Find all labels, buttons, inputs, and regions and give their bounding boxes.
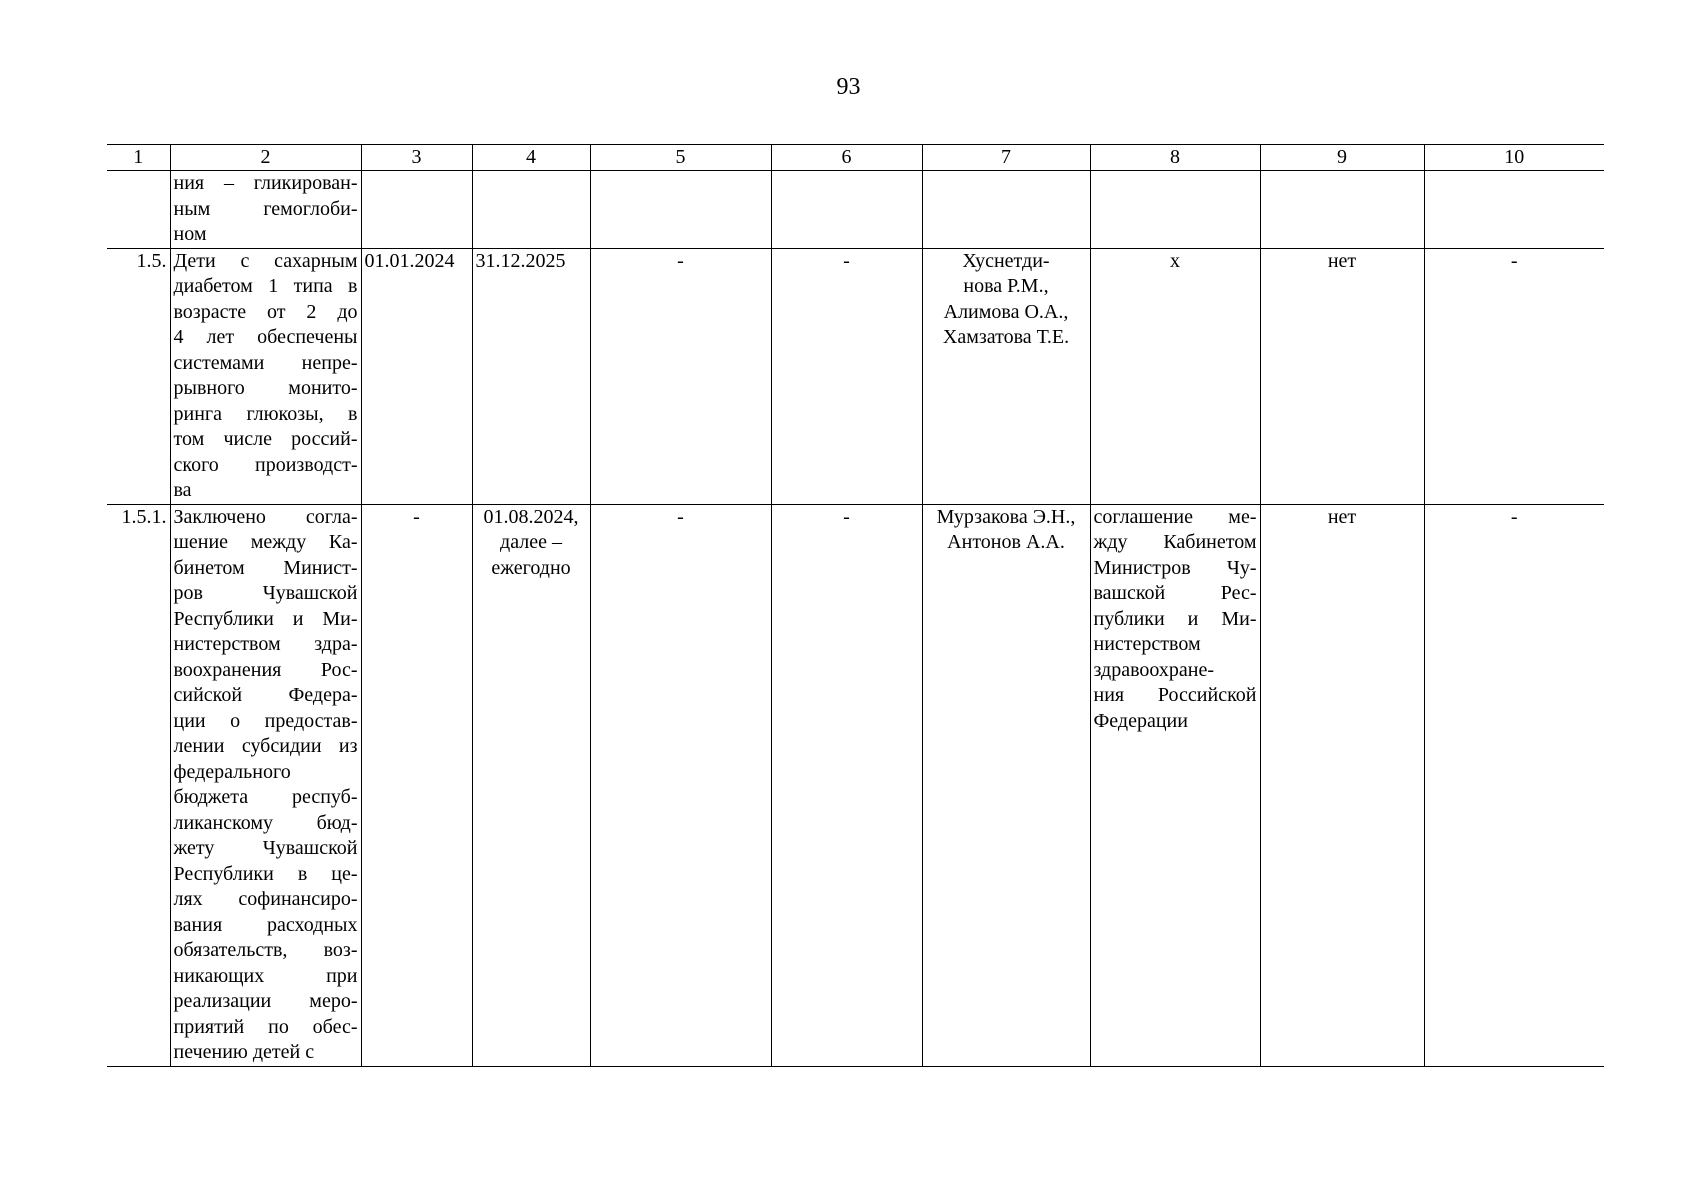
cell-line: том числе россий- [173, 428, 358, 450]
cell-line: бюджета респуб- [173, 786, 358, 808]
header-cell: 2 [170, 145, 361, 171]
cell-line: Антонов А.А. [947, 531, 1065, 553]
cell-line: ров Чувашской [173, 582, 358, 604]
cell-line: публики и Ми- [1093, 607, 1257, 630]
document-table [107, 144, 1604, 1067]
cell-line: Хуснетди- [962, 249, 1050, 272]
cell-line: ликанскому бюд- [173, 811, 358, 834]
cell-line: нистерством [1093, 633, 1201, 655]
cell-start-date [361, 171, 472, 249]
cell-line: x [1170, 249, 1180, 272]
cell-line: ным гемоглоби- [173, 197, 358, 220]
cell-start-date: - [361, 504, 472, 1066]
cell-col5: - [590, 504, 771, 1066]
cell-line: ринга глюкозы, в [173, 402, 358, 425]
cell-line: нова Р.М., [963, 275, 1049, 297]
cell-line: Хамзатова Т.Е. [942, 326, 1070, 348]
cell-line: федерального [173, 760, 291, 783]
cell-line: обязательств, воз- [173, 939, 358, 961]
cell-col9: нет [1260, 504, 1424, 1066]
cell-col9 [1260, 171, 1424, 249]
cell-col6: - [771, 248, 922, 504]
cell-end-date [472, 504, 590, 1066]
cell-line: далее – [500, 531, 562, 553]
cell-line: лях софинансиро- [173, 888, 358, 910]
cell-document [1090, 248, 1260, 504]
cell-line: 01.08.2024, [483, 505, 579, 528]
cell-end-date [472, 171, 590, 249]
cell-line: реализации меро- [173, 990, 358, 1012]
cell-line: печению детей с [173, 1041, 315, 1063]
cell-item-number: 1.5.1. [107, 504, 170, 1066]
table-row [107, 248, 1604, 504]
cell-line: здравоохране- [1093, 658, 1215, 681]
table-row [107, 171, 1604, 249]
cell-description [170, 248, 361, 504]
cell-line: Заключено согла- [173, 505, 358, 528]
cell-line: вашской Рес- [1093, 582, 1257, 604]
cell-line: Республики в це- [173, 862, 358, 885]
table-header-row [107, 145, 1604, 171]
cell-line: возрасте от 2 до [173, 300, 358, 323]
cell-col10 [1424, 171, 1604, 249]
cell-line: приятий по обес- [173, 1015, 358, 1038]
cell-col5 [590, 171, 771, 249]
header-cell: 9 [1260, 145, 1424, 171]
header-cell: 10 [1424, 145, 1604, 171]
cell-line: ежегодно [491, 556, 571, 579]
cell-line: соглашение ме- [1093, 505, 1257, 528]
cell-line: жету Чувашской [173, 837, 358, 859]
cell-item-number: 1.5. [107, 248, 170, 504]
cell-line: жду Кабинетом [1093, 531, 1257, 553]
cell-col10: - [1424, 504, 1604, 1066]
cell-document [1090, 171, 1260, 249]
header-cell: 6 [771, 145, 922, 171]
cell-line: Алимова О.А., [943, 300, 1069, 323]
cell-col10: - [1424, 248, 1604, 504]
cell-line: Мурзакова Э.Н., [936, 505, 1076, 528]
header-cell: 3 [361, 145, 472, 171]
cell-line: Республики и Ми- [173, 607, 358, 630]
cell-responsible [922, 171, 1090, 249]
cell-start-date: 01.01.2024 [361, 248, 472, 504]
cell-line: ном [173, 223, 207, 245]
cell-description [170, 171, 361, 249]
cell-line: ния – гликирован- [173, 172, 358, 194]
cell-col6: - [771, 504, 922, 1066]
cell-line: воохранения Рос- [173, 658, 358, 681]
cell-line: Федерации [1093, 709, 1188, 732]
page-number: 93 [836, 74, 861, 100]
table-row [107, 504, 1604, 1066]
cell-document [1090, 504, 1260, 1066]
cell-col6 [771, 171, 922, 249]
cell-line: лении субсидии из [173, 735, 358, 757]
cell-line: нистерством здра- [173, 633, 358, 655]
cell-line: рывного монито- [173, 377, 358, 399]
cell-line: ского производст- [173, 453, 358, 476]
cell-line: 31.12.2025 [475, 249, 566, 272]
cell-col5: - [590, 248, 771, 504]
cell-line: Министров Чу- [1093, 556, 1257, 579]
cell-end-date [472, 248, 590, 504]
cell-responsible [922, 248, 1090, 504]
cell-description [170, 504, 361, 1066]
cell-line: шение между Ка- [173, 531, 358, 553]
cell-item-number [107, 171, 170, 249]
cell-line: системами непре- [173, 351, 358, 374]
header-cell: 7 [922, 145, 1090, 171]
header-cell: 1 [107, 145, 170, 171]
cell-line: ции о предостав- [173, 709, 358, 732]
header-cell: 4 [472, 145, 590, 171]
cell-line: сийской Федера- [173, 684, 358, 706]
cell-col9: нет [1260, 248, 1424, 504]
cell-line: диабетом 1 типа в [173, 275, 358, 297]
cell-line: ния Российской [1093, 684, 1257, 706]
cell-line: бинетом Минист- [173, 556, 358, 579]
header-cell: 8 [1090, 145, 1260, 171]
cell-line: Дети с сахарным [173, 249, 358, 272]
cell-line: ва [173, 479, 192, 501]
cell-line: 4 лет обеспечены [173, 326, 358, 348]
cell-line: вания расходных [173, 913, 358, 936]
cell-responsible [922, 504, 1090, 1066]
cell-line: никающих при [173, 964, 358, 987]
header-cell: 5 [590, 145, 771, 171]
